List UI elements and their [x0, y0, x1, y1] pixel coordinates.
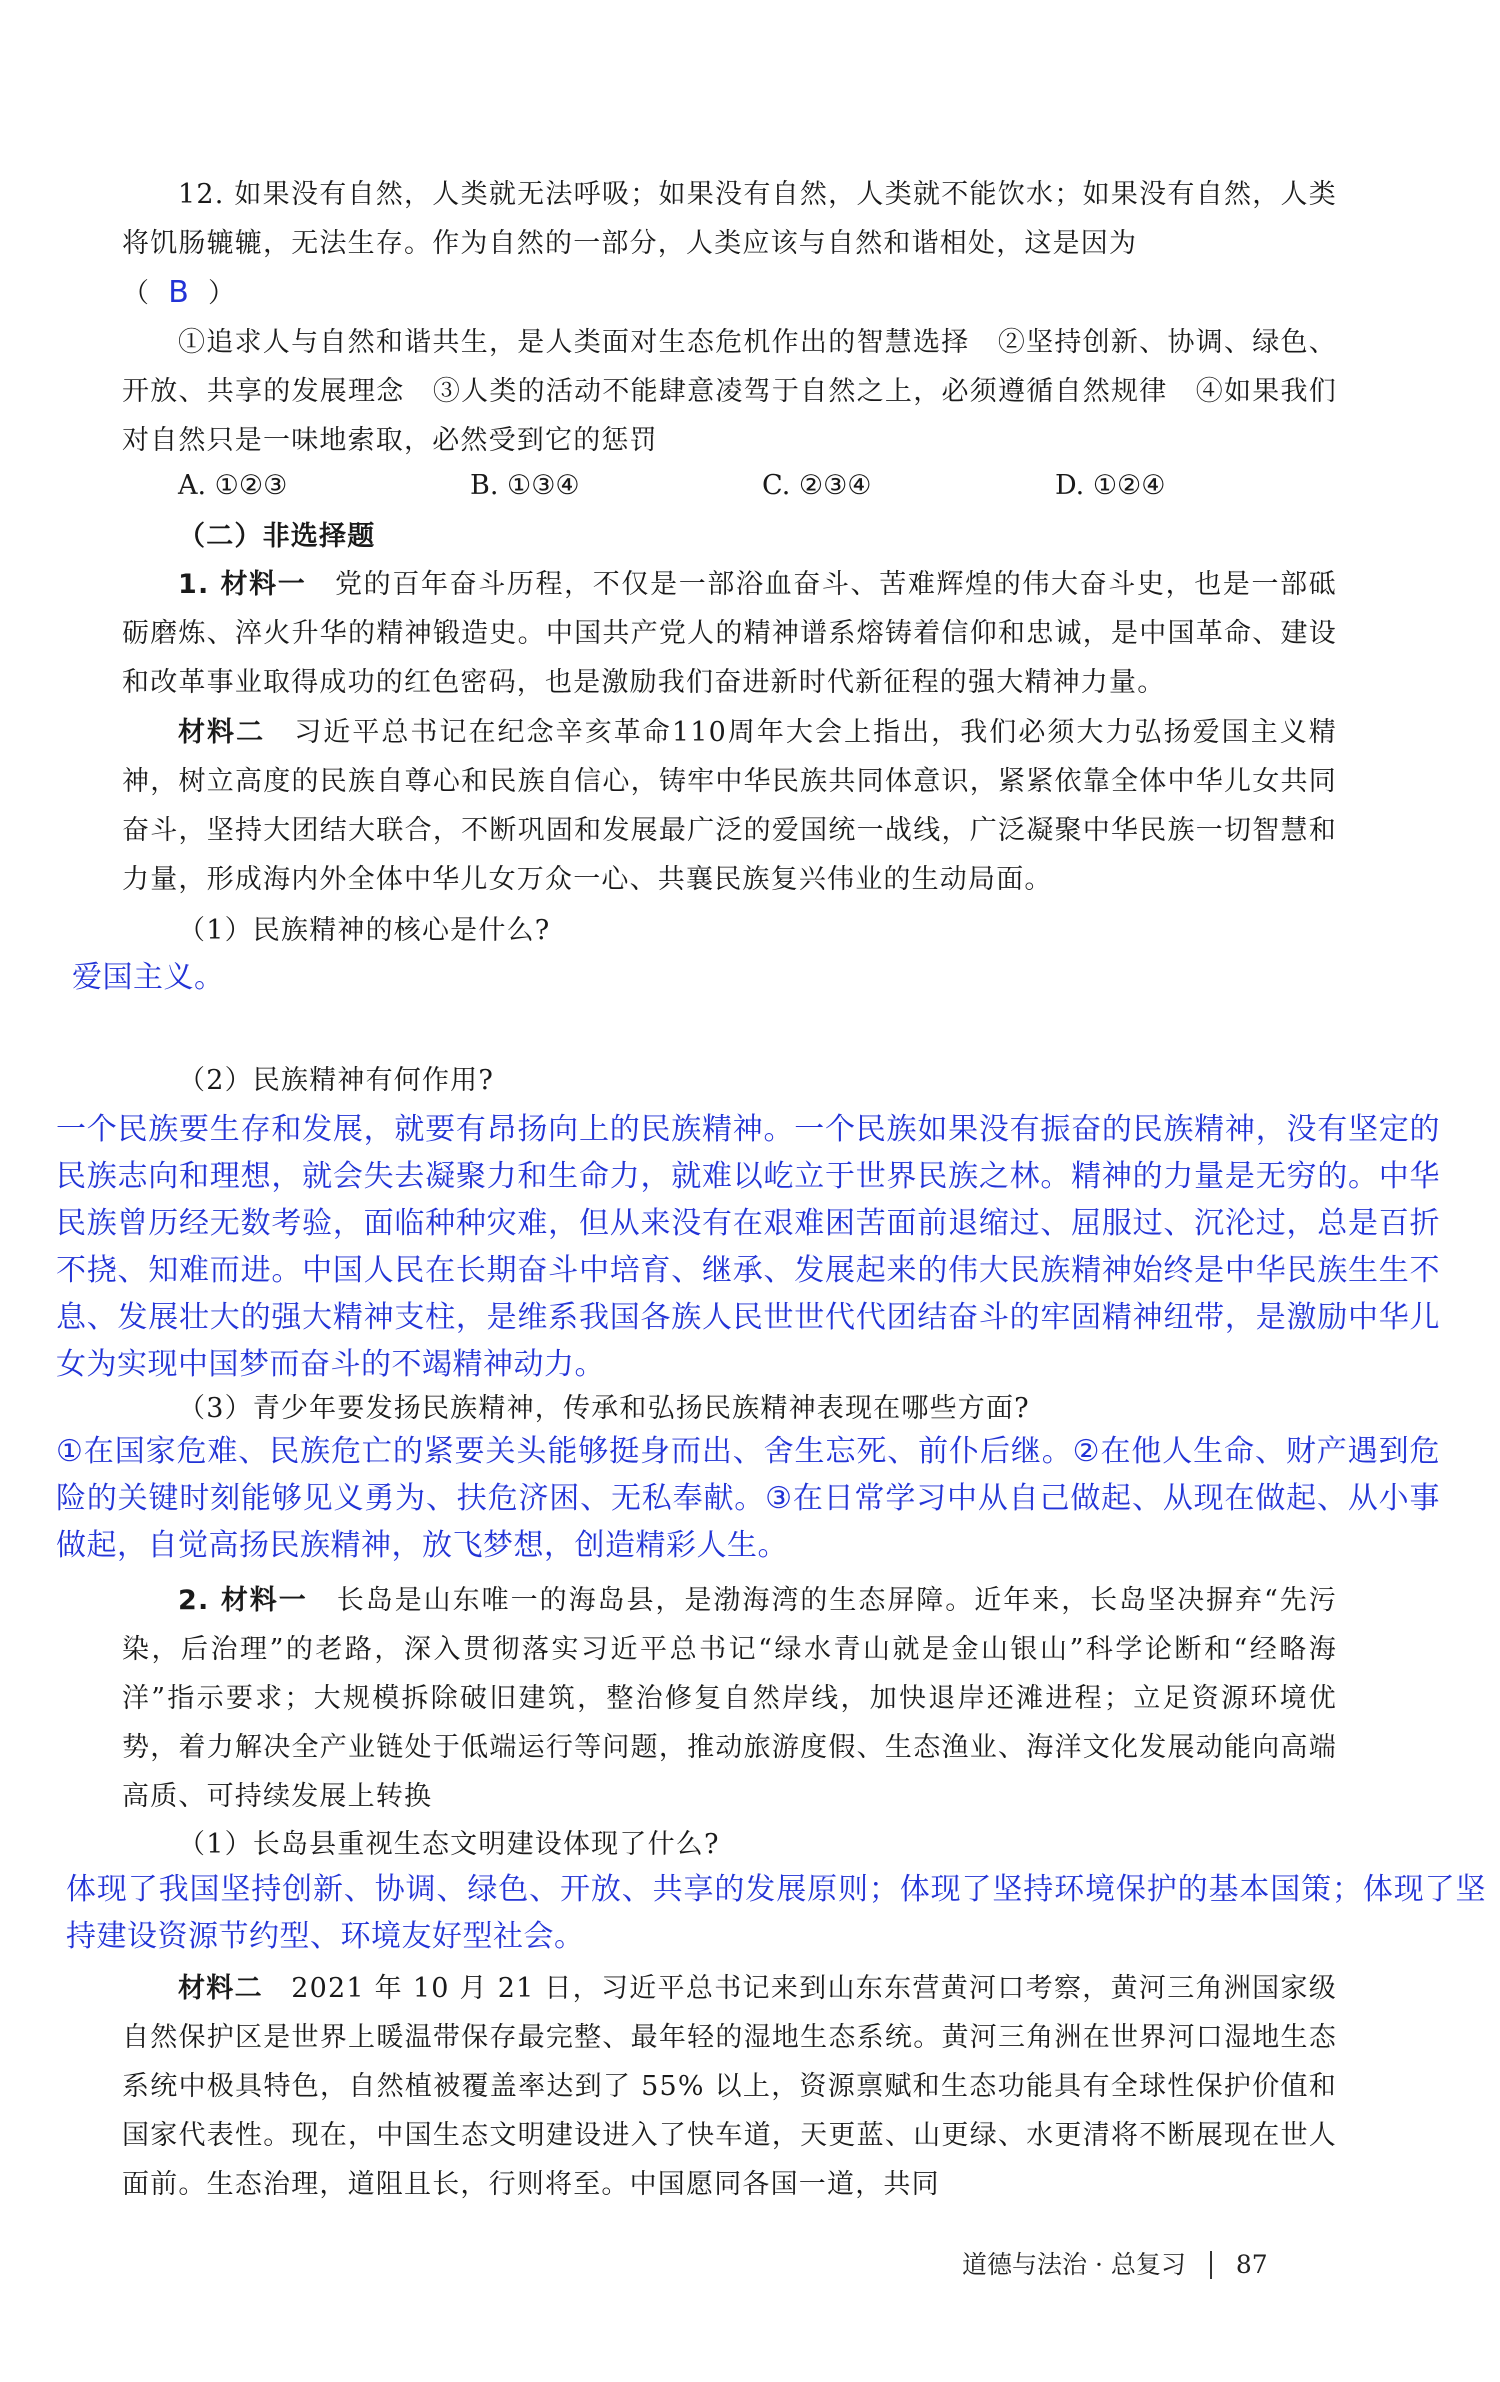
q1-sub2-answer: 一个民族要生存和发展，就要有昂扬向上的民族精神。一个民族如果没有振奋的民族精神，没有坚定的民族志向和理想，就会失去凝聚力和生命力，就难以屹立于世界民族之林。精神的力量是无穷的。中华民族曾历经无数考验，面临种种灾难，但从来没有在艰难困苦面前退缩过、屈服过、沉沦过，总是百折不挠、知难而进。中国人民在长期奋斗中培育、继承、发展起来的伟大民族精神始终是中华民族生生不息、发展壮大的强大精神支柱，是维系我国各族人民世世代代团结奋斗的牢固精神纽带，是激励中华儿女为实现中国梦而奋斗的不竭精神动力。	[56, 1112, 1440, 1382]
q1-sub3-question: （3）青少年要发扬民族精神，传承和弘扬民族精神表现在哪些方面?	[178, 1393, 1030, 1424]
q12-answer: B	[168, 275, 190, 310]
q12-option-a: A. ①②③	[178, 470, 288, 501]
q2-sub1-answer: 体现了我国坚持创新、协调、绿色、开放、共享的发展原则；体现了坚持环境保护的基本国策；体现了坚持建设资源节约型、环境友好型社会。	[66, 1872, 1486, 1954]
q2-material1: 2. 材料一 长岛是山东唯一的海岛县，是渤海湾的生态屏障。近年来，长岛坚决摒弃“先污染，后治理”的老路，深入贯彻落实习近平总书记“绿水青山就是金山银山”科学论断和“经略海洋”指示要求；大规模拆除破旧建筑，整治修复自然岸线，加快退岸还滩进程；立足资源环境优势，着力解决全产业链处于低端运行等问题，推动旅游度假、生态渔业、海洋文化发展动能向高端高质、可持续发展上转换	[122, 1585, 1337, 1812]
page-footer	[962, 2248, 1268, 2282]
q12-stem: 12. 如果没有自然，人类就无法呼吸；如果没有自然，人类就不能饮水；如果没有自然，人类将饥肠辘辘，无法生存。作为自然的一部分，人类应该与自然和谐相处，这是因为	[122, 179, 1337, 259]
page-number: 87	[1235, 2250, 1268, 2279]
q2-material2: 材料二 2021 年 10 月 21 日，习近平总书记来到山东东营黄河口考察，黄河三角洲国家级自然保护区是世界上暖温带保存最完整、最年轻的湿地生态系统。黄河三角洲在世界河口湿地生态系统中极具特色，自然植被覆盖率达到了 55% 以上，资源禀赋和生态功能具有全球性保护价值和国家代表性。现在，中国生态文明建设进入了快车道，天更蓝、山更绿、水更清将不断展现在世人面前。生态治理，道阻且长，行则将至。中国愿同各国一道，共同	[122, 1973, 1337, 2200]
footer-book-title: 道德与法治 · 总复习	[962, 2250, 1186, 2279]
q1-sub1-answer: 爱国主义。	[72, 960, 225, 995]
footer-divider	[1210, 2251, 1212, 2279]
q12-option-d: D. ①②④	[1055, 470, 1166, 501]
section-title: （二）非选择题	[178, 521, 376, 552]
q1-sub3-answer: ①在国家危难、民族危亡的紧要关头能够挺身而出、舍生忘死、前仆后继。②在他人生命、财产遇到危险的关键时刻能够见义勇为、扶危济困、无私奉献。③在日常学习中从自己做起、从现在做起、从小事做起，自觉高扬民族精神，放飞梦想，创造精彩人生。	[56, 1434, 1440, 1563]
q2-sub1-question: （1）长岛县重视生态文明建设体现了什么?	[178, 1829, 720, 1860]
q1-sub1-question: （1）民族精神的核心是什么?	[178, 915, 551, 946]
q12-statements: ①追求人与自然和谐共生，是人类面对生态危机作出的智慧选择 ②坚持创新、协调、绿色、开放、共享的发展理念 ③人类的活动不能肆意凌驾于自然之上，必须遵循自然规律 ④如果我们对自然只是一味地索取，必然受到它的惩罚	[122, 327, 1337, 456]
q1-material1: 1. 材料一 党的百年奋斗历程，不仅是一部浴血奋斗、苦难辉煌的伟大奋斗史，也是一部砥砺磨炼、淬火升华的精神锻造史。中国共产党人的精神谱系熔铸着信仰和忠诚，是中国革命、建设和改革事业取得成功的红色密码，也是激励我们奋进新时代新征程的强大精神力量。	[122, 569, 1337, 698]
q12-option-c: C. ②③④	[762, 470, 872, 501]
q1-sub2-question: （2）民族精神有何作用?	[178, 1065, 495, 1096]
q1-material2: 材料二 习近平总书记在纪念辛亥革命110周年大会上指出，我们必须大力弘扬爱国主义精神，树立高度的民族自尊心和民族自信心，铸牢中华民族共同体意识，紧紧依靠全体中华儿女共同奋斗，坚持大团结大联合，不断巩固和发展最广泛的爱国统一战线，广泛凝聚中华民族一切智慧和力量，形成海内外全体中华儿女万众一心、共襄民族复兴伟业的生动局面。	[122, 717, 1338, 895]
q12-answer-line: （ B ）	[122, 275, 237, 310]
q12-option-b: B. ①③④	[470, 470, 580, 501]
